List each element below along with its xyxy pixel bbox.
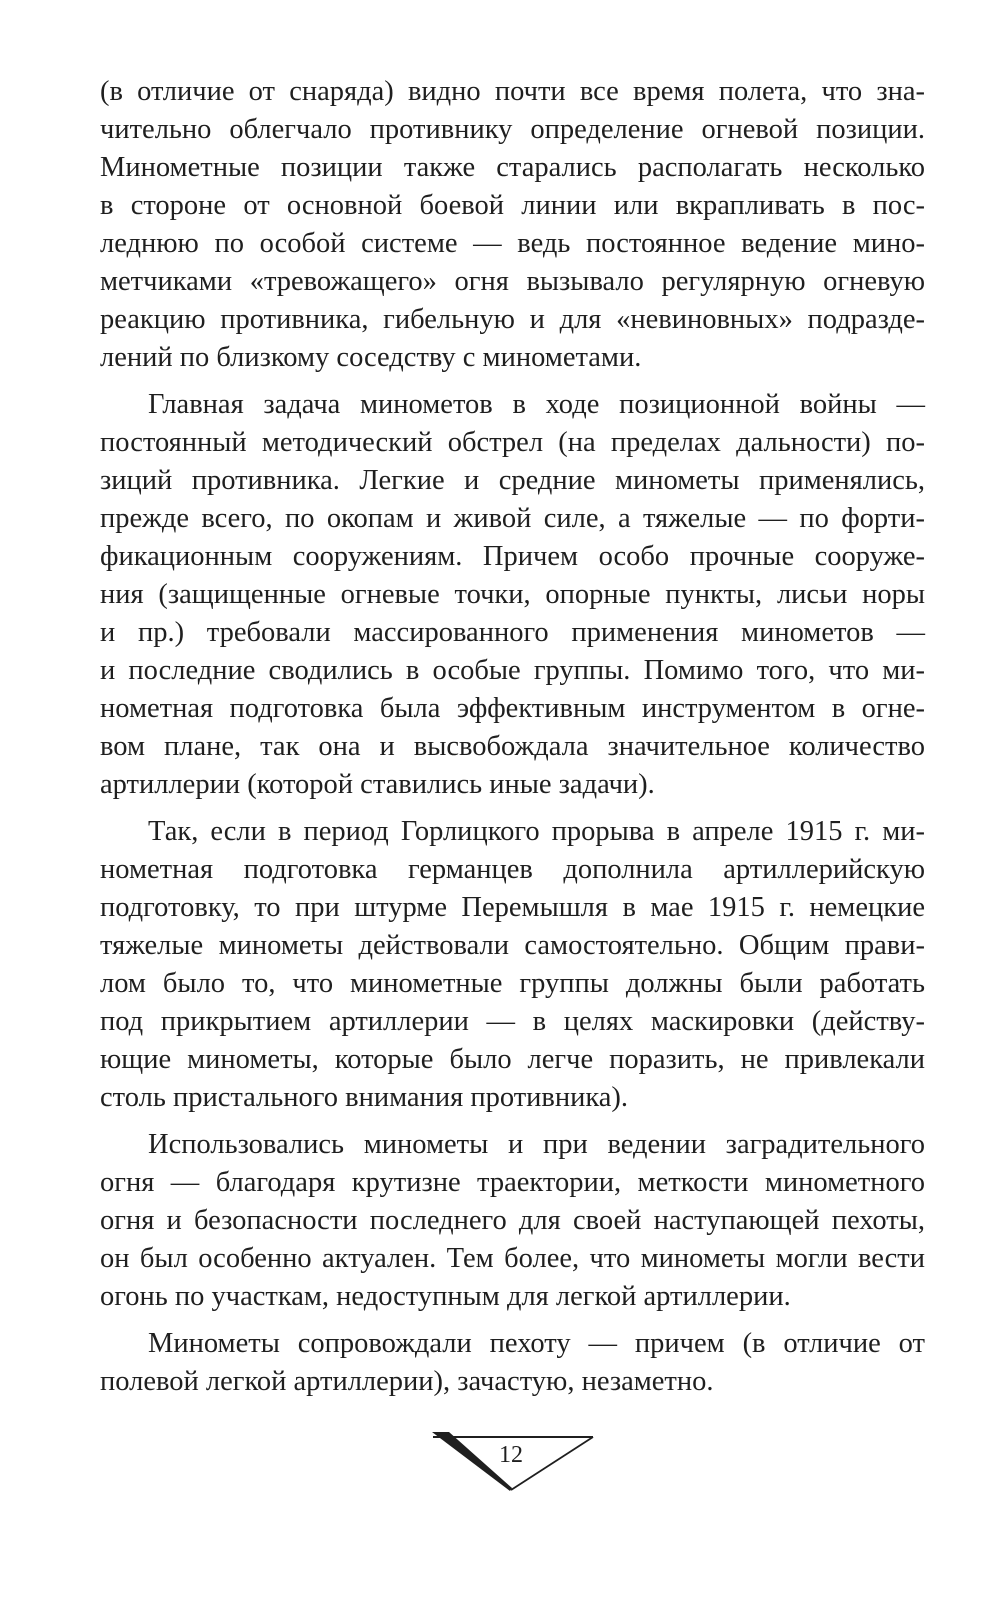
text-line: нометная подготовка германцев дополнила артиллерийскую bbox=[100, 854, 925, 885]
text-line: ния (защищенные огневые точки, опорные пункты, лисьи норы bbox=[100, 579, 925, 610]
text-line: реакцию противника, гибельную и для «невиновных» подразде- bbox=[100, 304, 925, 335]
text-line: тяжелые минометы действовали самостоятельно. Общим прави- bbox=[100, 930, 925, 961]
text-line: лом было то, что минометные группы должны были работать bbox=[100, 968, 925, 999]
text-line: нометная подготовка была эффективным инструментом в огне- bbox=[100, 693, 925, 724]
text-line: зиций противника. Легкие и средние минометы применялись, bbox=[100, 465, 925, 496]
text-line: леднюю по особой системе — ведь постоянное ведение мино- bbox=[100, 228, 925, 259]
text-line-first: Минометы сопровождали пехоту — причем (в отличие от bbox=[148, 1328, 925, 1359]
text-line: вом плане, так она и высвобождала значительное количество bbox=[100, 731, 925, 762]
text-line-last: столь пристального внимания противника). bbox=[100, 1082, 629, 1113]
text-line-last: полевой легкой артиллерии), зачастую, незаметно. bbox=[100, 1366, 714, 1397]
text-line: Минометные позиции также старались располагать несколько bbox=[100, 152, 925, 183]
text-line-first: Использовались минометы и при ведении заградительного bbox=[148, 1129, 925, 1160]
text-line: прежде всего, по окопам и живой силе, а тяжелые — по форти- bbox=[100, 503, 925, 534]
page-number: 12 bbox=[499, 1442, 523, 1468]
body-text bbox=[100, 73, 925, 1401]
paragraph bbox=[100, 813, 925, 1117]
text-line: постоянный методический обстрел (на пределах дальности) по- bbox=[100, 427, 925, 458]
text-line: он был особенно актуален. Тем более, что минометы могли вести bbox=[100, 1243, 925, 1274]
text-line: под прикрытием артиллерии — в целях маскировки (действу- bbox=[100, 1006, 925, 1037]
text-line: ющие минометы, которые было легче поразить, не привлекали bbox=[100, 1044, 925, 1075]
text-line: в стороне от основной боевой линии или вкрапливать в пос- bbox=[100, 190, 925, 221]
paragraph bbox=[100, 1325, 925, 1401]
text-line: метчиками «тревожащего» огня вызывало регулярную огневую bbox=[100, 266, 925, 297]
text-line: фикационным сооружениям. Причем особо прочные сооруже- bbox=[100, 541, 925, 572]
text-line: огня и безопасности последнего для своей наступающей пехоты, bbox=[100, 1205, 925, 1236]
text-line-first: Главная задача минометов в ходе позиционной войны — bbox=[148, 389, 925, 420]
text-line: чительно облегчало противнику определение огневой позиции. bbox=[100, 114, 925, 145]
text-line-last: лений по близкому соседству с минометами. bbox=[100, 342, 642, 373]
paragraph bbox=[100, 1126, 925, 1316]
text-line-last: артиллерии (которой ставились иные задачи). bbox=[100, 769, 655, 800]
paragraph bbox=[100, 386, 925, 804]
text-line: подготовку, то при штурме Перемышля в мае 1915 г. немецкие bbox=[100, 892, 925, 923]
text-line: огня — благодаря крутизне траектории, меткости минометного bbox=[100, 1167, 925, 1198]
paragraph bbox=[100, 73, 925, 377]
text-line-last: огонь по участкам, недоступным для легкой артиллерии. bbox=[100, 1281, 791, 1312]
text-line: и последние сводились в особые группы. Помимо того, что ми- bbox=[100, 655, 925, 686]
text-line: и пр.) требовали массированного применения минометов — bbox=[100, 617, 925, 648]
text-line: (в отличие от снаряда) видно почти все время полета, что зна- bbox=[100, 76, 925, 107]
text-line-first: Так, если в период Горлицкого прорыва в апреле 1915 г. ми- bbox=[148, 816, 925, 847]
